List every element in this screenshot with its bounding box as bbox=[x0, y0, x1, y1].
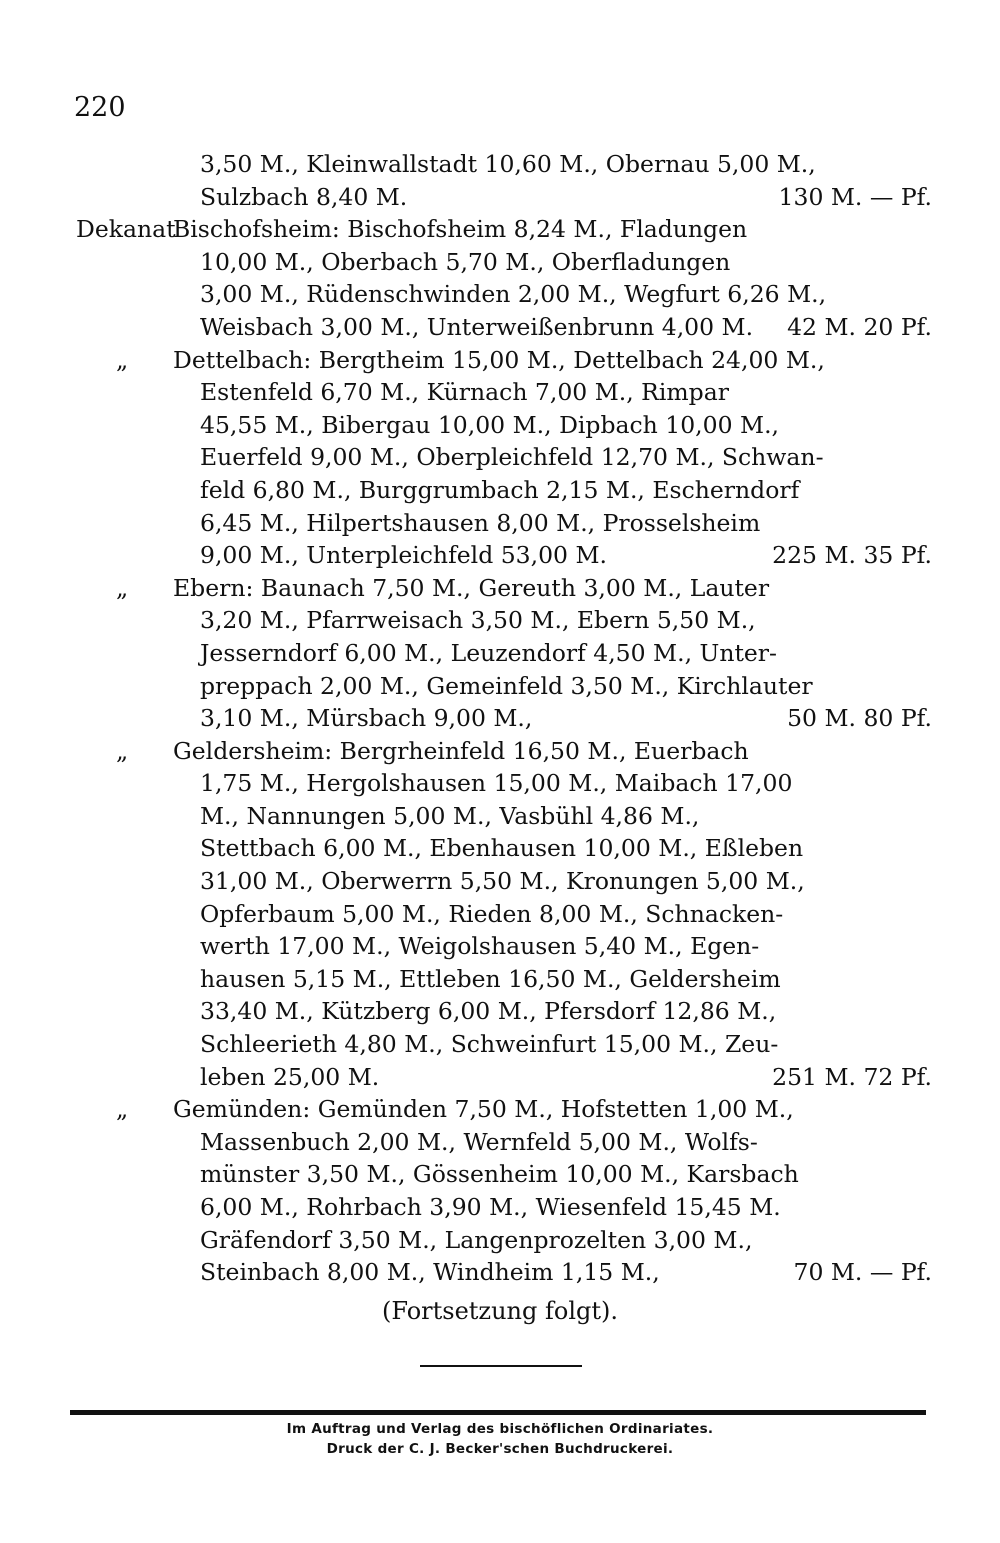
entry-line bbox=[0, 376, 1000, 409]
short-divider bbox=[420, 1365, 582, 1367]
entry-line bbox=[0, 832, 1000, 865]
entry-line bbox=[0, 995, 1000, 1028]
entry-line bbox=[0, 604, 1000, 637]
ditto-mark: „ bbox=[116, 1095, 129, 1124]
entry-amount: 251 M. 72 Pf. bbox=[772, 1062, 932, 1091]
entry-text: münster 3,50 M., Gössenheim 10,00 M., Karsbach bbox=[200, 1160, 799, 1189]
entry-text: 33,40 M., Kützberg 6,00 M., Pfersdorf 12,86 M., bbox=[200, 997, 777, 1026]
entry-text: Dettelbach: Bergtheim 15,00 M., Dettelbach 24,00 M., bbox=[173, 345, 825, 374]
entry-text: Massenbuch 2,00 M., Wernfeld 5,00 M., Wolfs- bbox=[200, 1127, 758, 1156]
deanery-entries bbox=[0, 148, 1000, 1289]
entry-text: Gemünden: Gemünden 7,50 M., Hofstetten 1,00 M., bbox=[173, 1095, 794, 1124]
entry-text: 31,00 M., Oberwerrn 5,50 M., Kronungen 5,00 M., bbox=[200, 867, 805, 896]
entry-line bbox=[0, 1191, 1000, 1224]
entry-line bbox=[0, 213, 1000, 246]
entry-text: 3,00 M., Rüdenschwinden 2,00 M., Wegfurt 6,26 M., bbox=[200, 280, 827, 309]
entry-text: Opferbaum 5,00 M., Rieden 8,00 M., Schnacken- bbox=[200, 899, 784, 928]
entry-text: 10,00 M., Oberbach 5,70 M., Oberfladungen bbox=[200, 247, 731, 276]
entry-text: Sulzbach 8,40 M. bbox=[200, 182, 408, 211]
entry-line bbox=[0, 474, 1000, 507]
entry-text: Bischofsheim: Bischofsheim 8,24 M., Fladungen bbox=[173, 215, 748, 244]
entry-line bbox=[0, 148, 1000, 181]
entry-amount: 225 M. 35 Pf. bbox=[772, 541, 932, 570]
entry-line bbox=[0, 409, 1000, 442]
page-number: 220 bbox=[74, 92, 126, 123]
entry-amount: 42 M. 20 Pf. bbox=[787, 312, 932, 341]
imprint-publisher: Im Auftrag und Verlag des bischöflichen Ordinariates. bbox=[286, 1421, 714, 1437]
entry-line bbox=[0, 702, 1000, 735]
entry-line bbox=[0, 278, 1000, 311]
entry-line bbox=[0, 963, 1000, 996]
entry-text: hausen 5,15 M., Ettleben 16,50 M., Geldersheim bbox=[200, 964, 781, 993]
entry-text: 45,55 M., Bibergau 10,00 M., Dipbach 10,00 M., bbox=[200, 410, 780, 439]
entry-text: Steinbach 8,00 M., Windheim 1,15 M., bbox=[200, 1258, 660, 1287]
imprint-printer: Druck der C. J. Becker'schen Buchdruckerei. bbox=[326, 1441, 674, 1457]
entry-lead-label: Dekanat bbox=[76, 215, 176, 244]
entry-text: Euerfeld 9,00 M., Oberpleichfeld 12,70 M., Schwan- bbox=[200, 443, 824, 472]
entry-text: 3,10 M., Mürsbach 9,00 M., bbox=[200, 704, 533, 733]
entry-text: leben 25,00 M. bbox=[200, 1062, 380, 1091]
deanery-entry bbox=[0, 344, 1000, 572]
entry-text: Geldersheim: Bergrheinfeld 16,50 M., Euerbach bbox=[173, 736, 749, 765]
entry-line bbox=[0, 1158, 1000, 1191]
entry-text: 1,75 M., Hergolshausen 15,00 M., Maibach 17,00 bbox=[200, 769, 793, 798]
entry-text: M., Nannungen 5,00 M., Vasbühl 4,86 M., bbox=[200, 801, 700, 830]
entry-line bbox=[0, 539, 1000, 572]
entry-line bbox=[0, 311, 1000, 344]
entry-text: Ebern: Baunach 7,50 M., Gereuth 3,00 M., Lauter bbox=[173, 573, 770, 602]
entry-line bbox=[0, 670, 1000, 703]
entry-text: werth 17,00 M., Weigolshausen 5,40 M., Egen- bbox=[200, 932, 760, 961]
entry-line bbox=[0, 507, 1000, 540]
ditto-mark: „ bbox=[116, 573, 129, 602]
entry-line bbox=[0, 637, 1000, 670]
entry-amount: 130 M. — Pf. bbox=[778, 182, 932, 211]
continued-note: (Fortsetzung folgt). bbox=[382, 1297, 618, 1325]
entry-text: feld 6,80 M., Burggrumbach 2,15 M., Escherndorf bbox=[200, 475, 800, 504]
entry-text: Weisbach 3,00 M., Unterweißenbrunn 4,00 M. bbox=[200, 312, 754, 341]
entry-amount: 70 M. — Pf. bbox=[793, 1258, 932, 1287]
ditto-mark: „ bbox=[116, 345, 129, 374]
entry-line bbox=[0, 441, 1000, 474]
deanery-entry bbox=[0, 735, 1000, 1094]
entry-text: Estenfeld 6,70 M., Kürnach 7,00 M., Rimpar bbox=[200, 378, 729, 407]
entry-text: Schleerieth 4,80 M., Schweinfurt 15,00 M., Zeu- bbox=[200, 1030, 779, 1059]
entry-line bbox=[0, 898, 1000, 931]
entry-amount: 50 M. 80 Pf. bbox=[787, 704, 932, 733]
entry-text: 3,20 M., Pfarrweisach 3,50 M., Ebern 5,50 M., bbox=[200, 606, 756, 635]
entry-text: 6,45 M., Hilpertshausen 8,00 M., Prosselsheim bbox=[200, 508, 761, 537]
entry-line bbox=[0, 1093, 1000, 1126]
entry-text: Jesserndorf 6,00 M., Leuzendorf 4,50 M., Unter- bbox=[200, 638, 777, 667]
entry-line bbox=[0, 1256, 1000, 1289]
entry-line bbox=[0, 1224, 1000, 1257]
entry-text: Stettbach 6,00 M., Ebenhausen 10,00 M., Eßleben bbox=[200, 834, 804, 863]
entry-line bbox=[0, 800, 1000, 833]
deanery-entry bbox=[0, 148, 1000, 213]
deanery-entry bbox=[0, 1093, 1000, 1289]
footer-divider bbox=[70, 1410, 926, 1415]
deanery-entry bbox=[0, 213, 1000, 343]
entry-text: 9,00 M., Unterpleichfeld 53,00 M. bbox=[200, 541, 607, 570]
entry-text: preppach 2,00 M., Gemeinfeld 3,50 M., Kirchlauter bbox=[200, 671, 813, 700]
entry-text: Gräfendorf 3,50 M., Langenprozelten 3,00 M., bbox=[200, 1225, 753, 1254]
entry-line bbox=[0, 181, 1000, 214]
entry-line bbox=[0, 930, 1000, 963]
entry-line bbox=[0, 344, 1000, 377]
entry-line bbox=[0, 246, 1000, 279]
entry-line bbox=[0, 767, 1000, 800]
entry-line bbox=[0, 1126, 1000, 1159]
entry-text: 3,50 M., Kleinwallstadt 10,60 M., Obernau 5,00 M., bbox=[200, 150, 816, 178]
entry-text: 6,00 M., Rohrbach 3,90 M., Wiesenfeld 15,45 M. bbox=[200, 1193, 781, 1221]
entry-line bbox=[0, 1061, 1000, 1094]
ditto-mark: „ bbox=[116, 736, 129, 765]
entry-line bbox=[0, 572, 1000, 605]
entry-line bbox=[0, 865, 1000, 898]
deanery-entry bbox=[0, 572, 1000, 735]
entry-line bbox=[0, 735, 1000, 768]
entry-line bbox=[0, 1028, 1000, 1061]
